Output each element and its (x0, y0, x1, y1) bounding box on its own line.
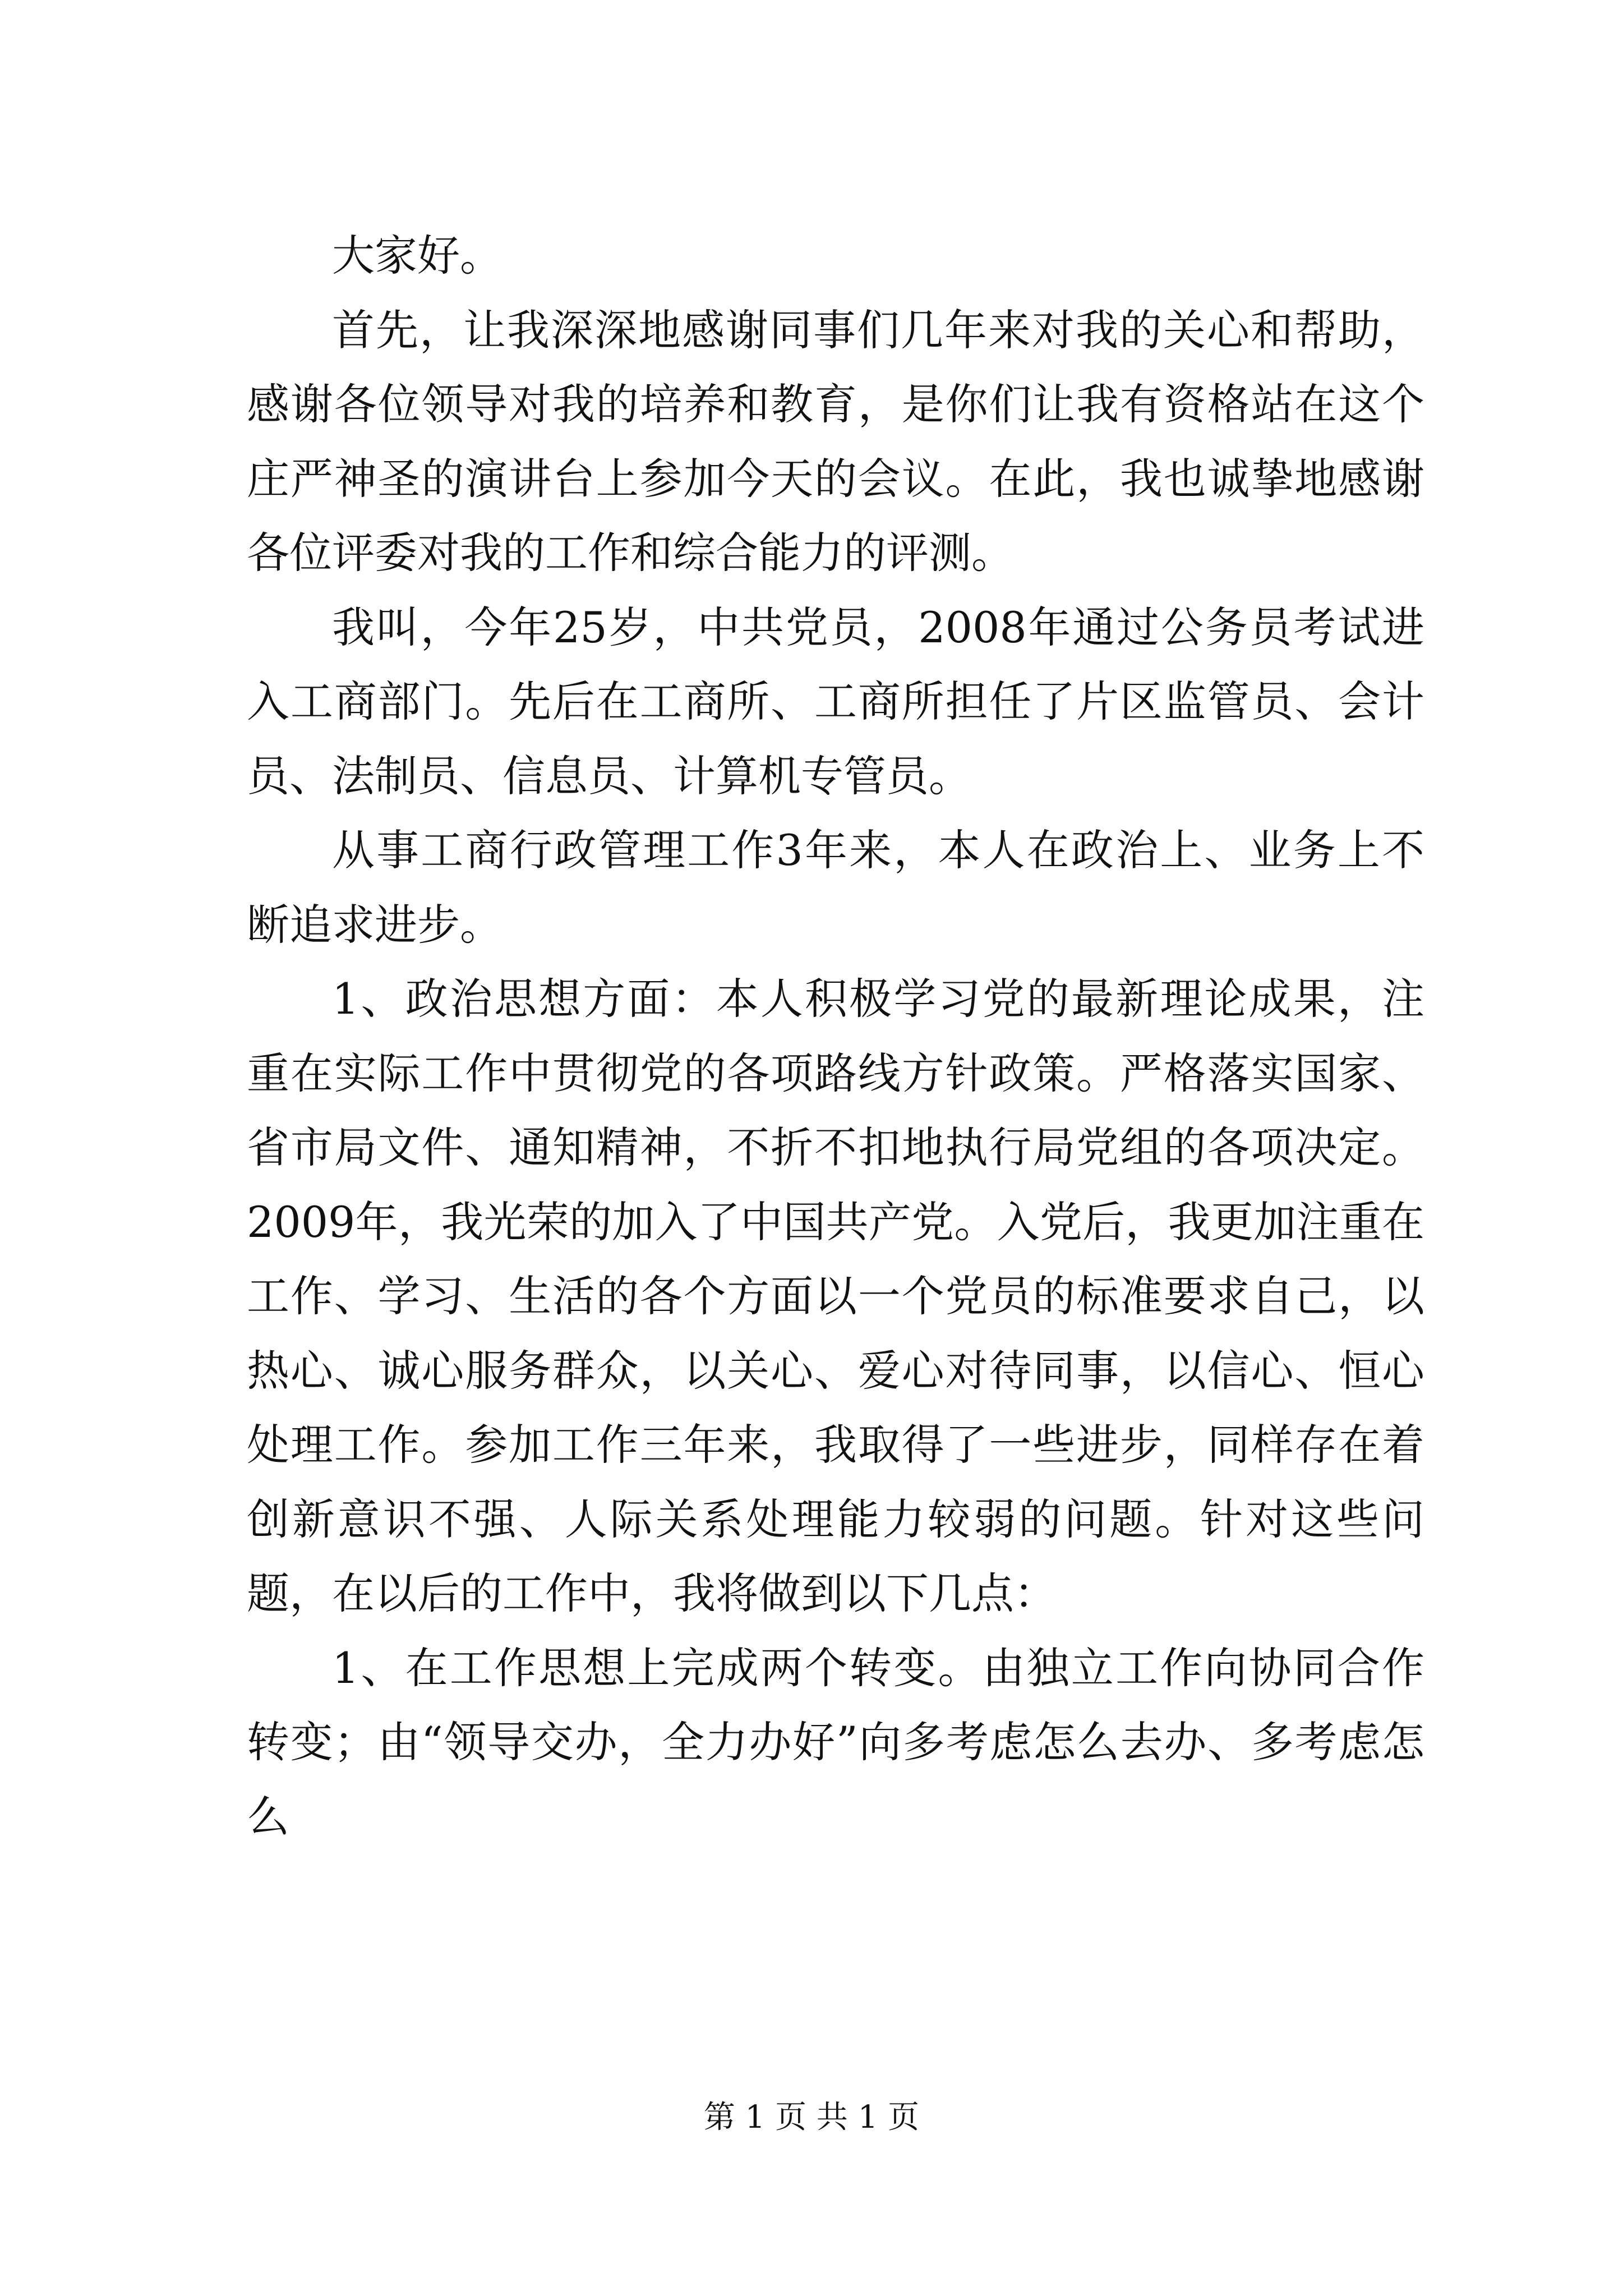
paragraph-work-thinking: 1、在工作思想上完成两个转变。由独立工作向协同合作转变；由“领导交办，全力办好”向多考虑怎么去办、多考虑怎么 (247, 1642, 1424, 1842)
page-number-footer: 第 1 页 共 1 页 (703, 2099, 920, 2136)
paragraph-greeting: 大家好。 (332, 231, 502, 280)
paragraph-political-thought: 1、政治思想方面：本人积极学习党的最新理论成果，注重在实际工作中贯彻党的各项路线方针政策。严格落实国家、省市局文件、通知精神，不折不扣地执行局党组的各项决定。2009年，我光荣的加入了中国共产党。入党后，我更加注重在工作、学习、生活的各个方面以一个党员的标准要求自己，以热心、诚心服务群众，以关心、爱心对待同事，以信心、恒心处理工作。参加工作三年来，我取得了一些进步，同样存在着创新意识不强、人际关系处理能力较弱的问题。针对这些问题，在以后的工作中，我将做到以下几点： (247, 974, 1424, 1618)
paragraph-thanks: 首先，让我深深地感谢同事们几年来对我的关心和帮助，感谢各位领导对我的培养和教育，是你们让我有资格站在这个庄严神圣的演讲台上参加今天的会议。在此，我也诚挚地感谢各位评委对我的工作和综合能力的评测。 (247, 305, 1424, 578)
paragraph-self-introduction: 我叫，今年25岁，中共党员，2008年通过公务员考试进入工商部门。先后在工商所、工商所担任了片区监管员、会计员、法制员、信息员、计算机专管员。 (247, 602, 1424, 801)
paragraph-work-experience: 从事工商行政管理工作3年来，本人在政治上、业务上不断追求进步。 (247, 825, 1424, 950)
document-body (247, 219, 1424, 1854)
